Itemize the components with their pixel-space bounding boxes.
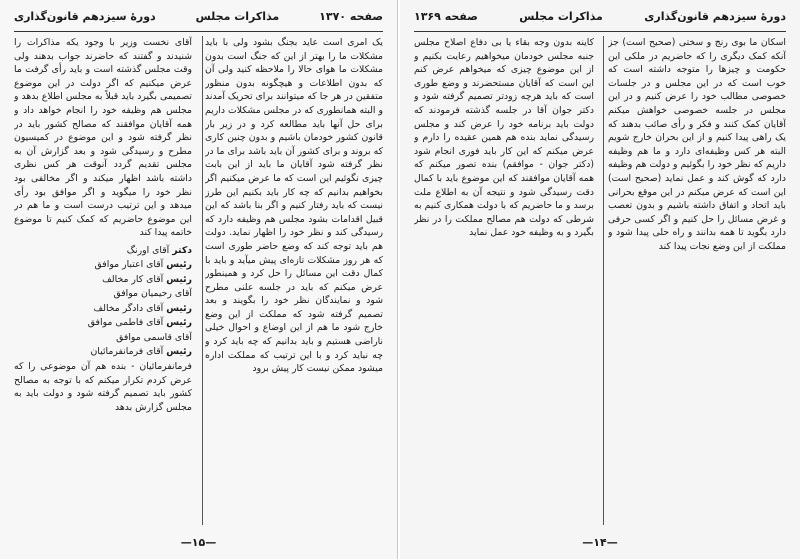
page-footer-number: —۱۵— xyxy=(180,536,217,549)
list-item: آقای قاسمی موافق xyxy=(116,331,192,343)
paragraph: اسکان ما بوی رنج و سختی (صحیح است) جز آنکه کمک دیگری را که حاضریم در ملکی این حکومت و چیزها را متوجه داشته است که خوب است که در این مجلس و در جلسات خصوصی مطالب خود را عرض کنیم و در این مجلس در جلسه خصوصی خواهش میکنم آقایان کمک کنند و فکر و رأی صائب بدهند که یک راهی پیدا کنیم و از این بحران خارج شویم البته هر کس وظیفه‌ای دارد و ما هم وظیفه داریم که نظر خود را بگوئیم و دولت هم وظیفه دارد که گوش کند و عمل نماید (صحیح است) این است که عرض میکنم در این موقع بحرانی باید اتحاد و اتفاق داشته باشیم و بدون تعصب و غرض مسائل را حل کنیم و اگر کسی حرفی دارد بگوید تا همه بدانند و راه حلی پیدا شود و مملکت از این وضع نجات پیدا کند xyxy=(608,37,786,252)
right-page xyxy=(400,0,800,559)
list-item: رئیس آقای فرمانفرمائیان xyxy=(90,346,192,358)
left-page xyxy=(0,0,398,559)
page-title: مذاکرات مجلس xyxy=(519,10,603,23)
session-label: دورهٔ سیزدهم قانون‌گذاری xyxy=(14,10,156,23)
list-item: رئیس آقای دادگر مخالف xyxy=(93,302,192,314)
page-number-label: صفحه ۱۳۷۰ xyxy=(319,10,383,23)
text-column-right xyxy=(205,36,383,525)
list-item: رئیس آقای اعتبار موافق xyxy=(94,259,192,271)
list-item: آقای رحیمیان موافق xyxy=(113,288,192,300)
paragraph: یک امری است عاید بجنگ بشود ولی با باید مشکلات ما را بهتر از این که جنگ است بدون مشکلات ما هوای حالا را ملاحظه کنید ولی آن که بدون اطلاعات و هیچگونه بدون منظور متفقین در هر جا که میتوانند برای تحریک آمدند و البته همانطوری که در مجلس مشکلات داریم برای حل آنها باید مطالعه کرد و در زیر بار قانون کشور خودمان باشیم و بدون چنین کاری که بروند و برای کشور آن باید باشد برای ما در نظر گرفته شود آقایان ما باید از این بابت چیزی نگوئیم این است که ما عرض میکنیم اگر بخواهیم بدانیم که چه کار باید بکنیم این طرز نیست که باید رفتار کنیم و اگر بنا باشد که این قبیل اقدامات بشود مجلس هم وظیفه دارد که رسیدگی کند و نظر خود را اظهار نماید. دولت هم باید توجه کند که وضع حاضر طوری است که هر روز مشکلات تازه‌ای پیش میآید و باید با کمال دقت این مسائل را حل کرد و همینطور عرض میکنم که باید در جلسه علنی مطرح شود و نمایندگان نظر خود را بگویند و بعد تصمیم گرفته شود که مملکت از این وضع خارج شود ما هم از این اوضاع و احوال خیلی ناراضی هستیم و باید بدانیم که چه باید کرد و چه نباید کرد و با این ترتیب که مملکت اداره میشود ممکن نیست کار پیش برود xyxy=(205,37,383,375)
page-number-label: صفحه ۱۳۶۹ xyxy=(414,10,478,23)
list-item: رئیس آقای کار مخالف xyxy=(102,273,192,285)
page-title: مذاکرات مجلس xyxy=(195,10,280,23)
column-divider xyxy=(202,36,203,525)
text-column-left xyxy=(414,36,594,525)
roll-call-list xyxy=(14,244,192,360)
session-label: دورهٔ سیزدهم قانون‌گذاری xyxy=(644,10,786,23)
paragraph: کاینه بدون وجه بقاء یا بی دفاع اصلاح مجلس جنبه مجلس خودمان میخواهیم رعایت بکنیم و از این موضوع چیزی که میخواهم عرض کنم این است که آقایان مستحضرند و وضع طوری است که باید هرچه زودتر تصمیم گرفته شود و دکتر جوان آقا در جلسه گذشته فرمودند که دولت باید برنامه خود را عرض کند و مجلس رسیدگی نماید بنده هم همین عقیده را دارم و عرض میکنم که این کار باید فوری انجام شود (دکتر جوان - موافقم) بنده تصور میکنم که همه آقایان موافقند که این موضوع باید با کمال دقت رسیدگی شود و نتیجه آن به اطلاع ملت برسد و ما حاضریم که با دولت همکاری کنیم به شرطی که دولت هم مصالح مملکت را در نظر بگیرد و به وظیفه خود عمل نماید xyxy=(414,37,594,239)
list-item: دکتر آقای اورنگ xyxy=(126,244,192,256)
text-column-right xyxy=(608,36,786,525)
page-header xyxy=(414,10,786,32)
paragraph: آقای نخست وزیر با وجود یکه مذاکرات را شنیدند و گفتند که حاضرند جواب بدهند ولی وقت مجلس گذشته است و باید رأی گرفت ما عرض میکنیم که اگر دولت در این موضوع تصمیمی بگیرد باید قبلاً به مجلس اطلاع بدهد و مجلس هم وظیفه خود را انجام خواهد داد و همه آقایان موافقند که مصالح کشور باید در نظر گرفته شود و این موضوع در کمیسیون مطرح و رسیدگی شود و بعد گزارش آن به مجلس تقدیم گردد آنوقت هر کس نظری داشته باشد اظهار میکند و اگر مخالفی بود نظر خود را میگوید و اگر موافق بود رأی میدهد و این ترتیب درست است و ما هم در این موضوع حاضریم که کمک کنیم تا موضوع خاتمه پیدا کند xyxy=(14,37,192,239)
page-header xyxy=(14,10,383,32)
closing-paragraph: فرمانفرمائیان - بنده هم آن موضوعی را که عرض کردم تکرار میکنم که با توجه به مصالح کشور باید تصمیم گرفته شود و دولت باید به مجلس گزارش بدهد xyxy=(14,360,192,413)
list-item: رئیس آقای فاطمی موافق xyxy=(87,317,192,329)
page-footer-number: —۱۴— xyxy=(582,536,618,549)
text-column-left xyxy=(14,36,192,525)
column-divider xyxy=(603,36,604,525)
